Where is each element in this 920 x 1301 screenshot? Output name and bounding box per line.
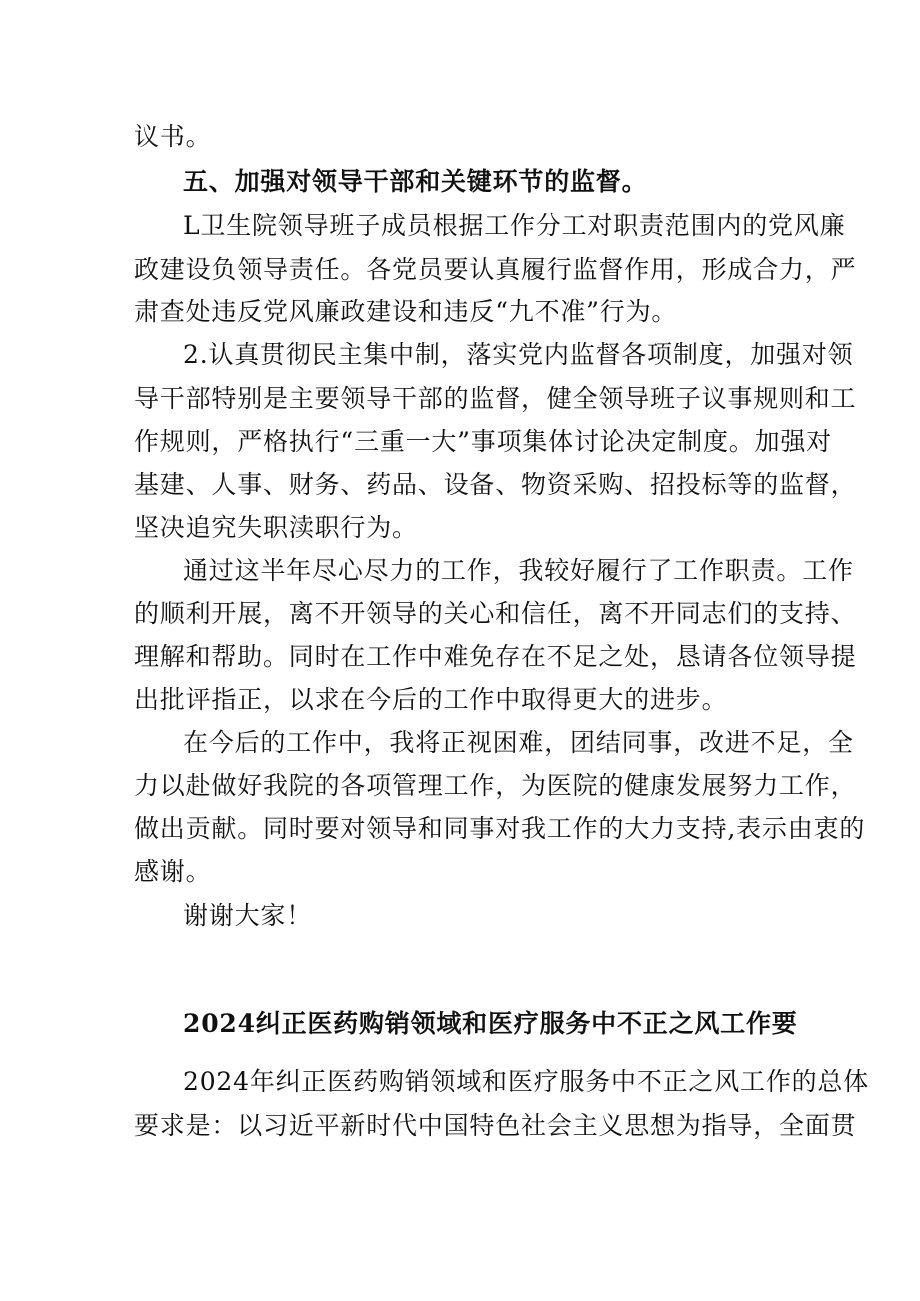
text-line: 坚决追究失职渎职行为。	[134, 513, 418, 542]
text-line: 作规则，严格执行“三重一大”事项集体讨论决定制度。加强对	[134, 427, 832, 456]
text-line: 基建、人事、财务、药品、设备、物资采购、招投标等的监督，	[134, 470, 857, 499]
text-line: 肃查处违反党风廉政建设和违反“九不准”行为。	[134, 297, 678, 326]
text-line: 2.认真贯彻民主集中制，落实党内监督各项制度，加强对领	[183, 340, 854, 369]
text-line: 的顺利开展，离不开领导的关心和信任，离不开同志们的支持、	[134, 599, 857, 628]
text-line: 导干部特别是主要领导干部的监督，健全领导班子议事规则和工	[134, 384, 857, 413]
section-heading: 五、加强对领导干部和关键环节的监督。	[183, 167, 648, 196]
text-line: 理解和帮助。同时在工作中难免存在不足之处，恳请各位领导提	[134, 642, 857, 671]
text-line: L卫生院领导班子成员根据工作分工对职责范围内的党风廉	[183, 211, 846, 240]
text-line: 议书。	[134, 122, 212, 151]
document-title: 2024纠正医药购销领域和医疗服务中不正之风工作要	[183, 1009, 798, 1038]
text-line: 感谢。	[134, 857, 212, 886]
text-line: 在今后的工作中，我将正视困难，团结同事，改进不足，全	[183, 728, 854, 757]
text-line: 力以赴做好我院的各项管理工作，为医院的健康发展努力工作，	[134, 771, 857, 800]
text-line: 要求是：以习近平新时代中国特色社会主义思想为指导，全面贯	[134, 1111, 857, 1140]
text-line: 出批评指正，以求在今后的工作中取得更大的进步。	[134, 685, 728, 714]
text-line: 做出贡献。同时要对领导和同事对我工作的大力支持,表示由衷的	[134, 814, 866, 843]
text-line: 2024年纠正医药购销领域和医疗服务中不正之风工作的总体	[183, 1067, 870, 1096]
text-line: 政建设负领导责任。各党员要认真履行监督作用，形成合力，严	[134, 255, 857, 284]
text-line: 通过这半年尽心尽力的工作，我较好履行了工作职责。工作	[183, 556, 854, 585]
text-line: 谢谢大家！	[183, 901, 313, 930]
